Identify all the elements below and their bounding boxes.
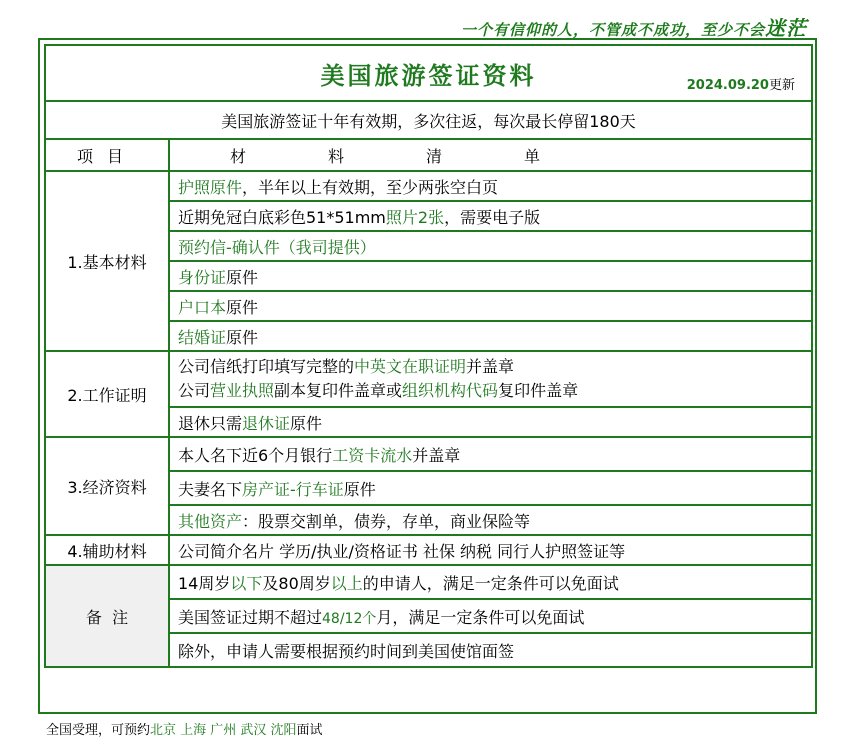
- updated-date: [687, 74, 795, 93]
- highlight: 户口本: [178, 297, 227, 317]
- category-work: 2.工作证明: [45, 351, 169, 437]
- text: ：股票交割单，债券，存单，商业保险等: [242, 511, 531, 531]
- line: [178, 355, 803, 379]
- visa-materials-table: [44, 44, 813, 668]
- highlight: 照片2张: [385, 207, 445, 227]
- text: 公司信纸打印填写完整的: [178, 357, 355, 376]
- footer-note: [46, 719, 323, 738]
- text: 14周岁: [178, 573, 231, 593]
- title-cell: [45, 45, 812, 101]
- slogan-emphasis: 迷茫: [765, 16, 807, 40]
- category-finance: 3.经济资料: [45, 437, 169, 535]
- list-item: [169, 261, 812, 291]
- text: 原件: [226, 297, 259, 317]
- text: 原件: [343, 479, 376, 499]
- list-item: [169, 471, 812, 505]
- highlight: 预约信-确认件（我司提供）: [178, 237, 376, 257]
- text: ，需要电子版: [444, 207, 541, 227]
- highlight: 中英文在职证明: [354, 357, 467, 376]
- text: 原件: [226, 267, 259, 287]
- footer-prefix: 全国受理，可预约: [46, 723, 151, 738]
- list-item: [169, 407, 812, 437]
- list-item: [169, 321, 812, 351]
- column-header-item: 项目: [45, 139, 169, 171]
- updated-suffix: 更新: [768, 78, 795, 93]
- table-row: [45, 565, 812, 599]
- text: 原件: [226, 327, 259, 347]
- text: 副本复印件盖章或: [274, 381, 403, 400]
- summary-row: [45, 101, 812, 139]
- table-row: [45, 535, 812, 565]
- text: ，半年以上有效期，至少两张空白页: [242, 177, 499, 197]
- text: 美国签证过期不超过: [178, 607, 323, 627]
- column-header-materials: 材料清单: [169, 139, 812, 171]
- column-header-row: [45, 139, 812, 171]
- highlight: 身份证: [178, 267, 227, 287]
- updated-date-value: 2024.09.20: [686, 78, 769, 93]
- table-row: [45, 351, 812, 407]
- text: 近期免冠白底彩色51*51mm: [178, 207, 386, 227]
- list-item: [169, 505, 812, 535]
- footer-cities: 北京 上海 广州 武汉 沈阳: [150, 723, 297, 738]
- footer-suffix: 面试: [296, 723, 323, 738]
- text: 公司: [178, 381, 211, 400]
- list-item: [169, 633, 812, 667]
- list-item: [169, 291, 812, 321]
- text: 除外，申请人需要根据预约时间到美国使馆面签: [178, 641, 515, 661]
- title-row: [45, 45, 812, 101]
- list-item: [169, 171, 812, 201]
- category-notes: 备 注: [45, 565, 169, 667]
- highlight: 48/12个: [322, 610, 377, 627]
- text: 原件: [290, 413, 323, 433]
- list-item: [169, 201, 812, 231]
- slogan: [461, 12, 807, 41]
- list-item: [169, 437, 812, 471]
- category-aux: 4.辅助材料: [45, 535, 169, 565]
- list-item: [169, 231, 812, 261]
- highlight: 组织机构代码: [402, 381, 499, 400]
- text: 并盖章: [412, 445, 461, 465]
- text: 的申请人，满足一定条件可以免面试: [362, 573, 619, 593]
- highlight: 结婚证: [178, 327, 227, 347]
- text: 退休只需: [178, 413, 243, 433]
- line: [178, 379, 803, 403]
- slogan-main: 一个有信仰的人，不管成不成功，至少不会: [460, 21, 765, 39]
- highlight: 营业执照: [210, 381, 275, 400]
- highlight: 护照原件: [178, 177, 243, 197]
- text: 并盖章: [466, 357, 515, 376]
- table-row: [45, 171, 812, 201]
- text: 及80周岁: [262, 573, 331, 593]
- highlight: 其他资产: [178, 511, 243, 531]
- text: 夫妻名下: [178, 479, 243, 499]
- text: 月，满足一定条件可以免面试: [376, 607, 585, 627]
- visa-table-container: [44, 44, 811, 708]
- list-item: [169, 599, 812, 633]
- text: 本人名下近6个月银行: [178, 445, 333, 465]
- list-item: [169, 351, 812, 407]
- highlight: 工资卡流水: [332, 445, 413, 465]
- page-title: 美国旅游签证资料: [320, 61, 537, 90]
- highlight: 退休证: [242, 413, 291, 433]
- highlight: 房产证-行车证: [242, 479, 344, 499]
- text: 公司简介名片 学历/执业/资格证书 社保 纳税 同行人护照签证等: [178, 541, 626, 561]
- table-row: [45, 437, 812, 471]
- summary: 美国旅游签证十年有效期，多次往返，每次最长停留180天: [45, 101, 812, 139]
- text: 复印件盖章: [498, 381, 579, 400]
- highlight: 以上: [330, 573, 363, 593]
- highlight: 以下: [230, 573, 263, 593]
- list-item: [169, 535, 812, 565]
- category-basic: 1.基本材料: [45, 171, 169, 351]
- list-item: [169, 565, 812, 599]
